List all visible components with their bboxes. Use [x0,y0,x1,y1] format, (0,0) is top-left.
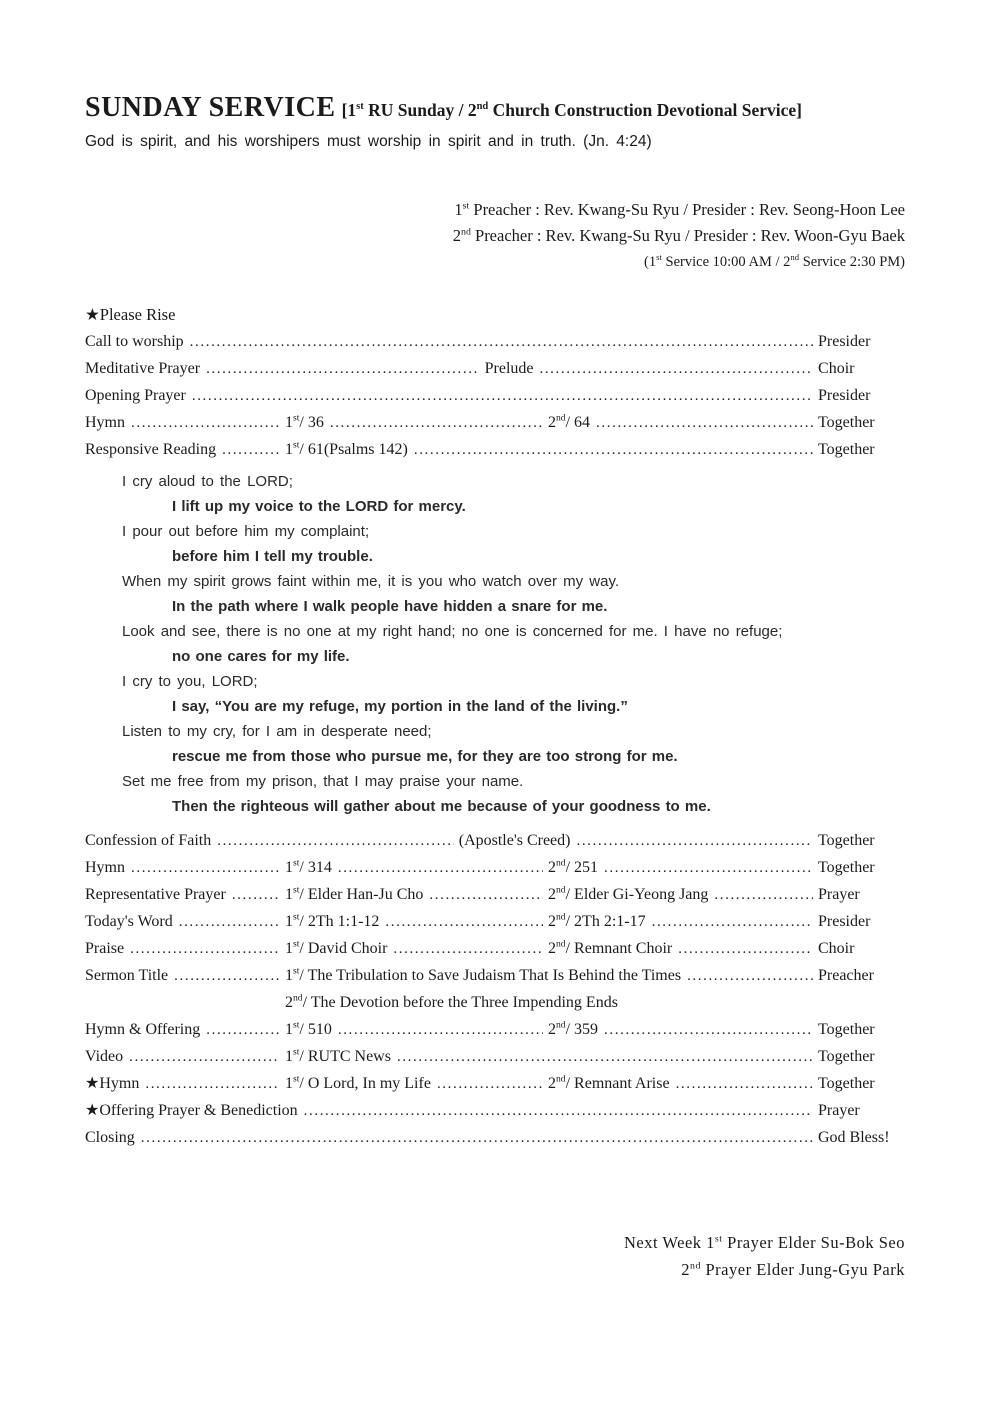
order-text: 2nd/ 64 [548,412,591,431]
order-text: Confession of Faith [85,832,212,849]
dot-leader [397,1043,813,1071]
dot-leader [190,328,813,356]
order-cell [85,409,285,437]
order-right-label [818,854,905,881]
order-right-label [818,1070,905,1097]
order-row [85,827,905,854]
psalm-call-line: I pour out before him my complaint; [122,523,370,540]
order-text: 1st/ 36 [285,412,324,431]
psalm-call-line: Set me free from my prison, that I may praise your name. [122,773,524,790]
next-week-block [85,1229,905,1283]
dot-leader [330,409,543,437]
order-row [85,1124,905,1151]
dot-leader [206,355,480,383]
order-text: Hymn [85,859,125,876]
order-text: Together [818,832,875,849]
psalm-call-line: I cry aloud to the LORD; [122,473,293,490]
dot-leader [676,1070,813,1098]
order-right-label [818,935,905,962]
psalm-response-line: In the path where I walk people have hidden a snare for me. [172,598,608,615]
order-row [85,1070,905,1097]
order-right-label [818,436,905,463]
order-row [85,1097,905,1124]
order-cell [548,854,818,882]
order-cell [548,1016,818,1044]
order-cell [85,854,285,882]
title-bracket: [1st RU Sunday / 2nd Church Construction Devotional Service] [341,100,802,120]
page-title [85,88,905,127]
order-continuation: 2nd/ The Devotion before the Three Impending Ends [285,992,618,1011]
dot-leader [179,908,280,936]
order-row [85,328,905,355]
psalm-response-line: rescue me from those who pursue me, for they are too strong for me. [172,748,678,765]
order-text: Today's Word [85,913,173,930]
order-text: Together [818,1048,875,1065]
order-text: Prelude [484,360,534,377]
order-row [85,436,905,463]
psalm-response-line: Then the righteous will gather about me because of your goodness to me. [172,798,711,815]
psalm-response-line: no one cares for my life. [172,648,350,665]
order-row [85,881,905,908]
order-row [85,989,905,1016]
order-text: Choir [818,940,855,957]
dot-leader [393,935,543,963]
order-text: Praise [85,940,125,957]
order-text: Call to worship [85,333,184,350]
order-text: Together [818,859,875,876]
order-text: Presider [818,913,871,930]
dot-leader [385,908,543,936]
order-cell [285,962,818,990]
dot-leader [174,962,280,990]
order-text: Sermon Title [85,967,169,984]
order-text: Together [818,1021,875,1038]
bulletin-header [85,88,905,153]
dot-leader [687,962,813,990]
psalm-call-line: Look and see, there is no one at my right hand; no one is concerned for me. I have no refuge; [122,623,783,640]
dot-leader [414,436,813,464]
order-text: Presider [818,387,871,404]
order-row [85,962,905,989]
dot-leader [652,908,813,936]
order-text: 1st/ 510 [285,1019,332,1038]
order-text: ★Hymn [85,1075,140,1092]
psalm-call-line: Listen to my cry, for I am in desperate need; [122,723,432,740]
order-row [85,854,905,881]
order-cell [285,908,548,936]
dot-leader [604,854,813,882]
order-row [85,1016,905,1043]
next-week-line-2: 2nd Prayer Elder Jung-Gyu Park [681,1260,905,1279]
order-cell [85,1043,285,1071]
dot-leader [338,854,543,882]
dot-leader [232,881,280,909]
order-text: 1st/ 61(Psalms 142) [285,439,408,458]
next-week-line-1: Next Week 1st Prayer Elder Su-Bok Seo [623,1233,905,1252]
order-text: 2nd/ 2Th 2:1-17 [548,911,646,930]
order-text: 2nd/ 359 [548,1019,599,1038]
dot-leader [130,935,280,963]
order-cell [85,382,818,410]
order-text: Prayer [818,1102,860,1119]
order-text: Together [818,441,875,458]
order-row [85,935,905,962]
order-right-label [818,382,905,409]
order-row [85,409,905,436]
order-text: (Apostle's Creed) [458,832,571,849]
order-text: Meditative Prayer [85,360,201,377]
order-cell [285,854,548,882]
order-text: 2nd/ Remnant Choir [548,938,673,957]
order-cell [85,1097,818,1125]
title-main: SUNDAY SERVICE [85,92,336,123]
order-text: Presider [818,333,871,350]
order-text: 1st/ The Tribulation to Save Judaism That Is Behind the Times [285,965,682,984]
order-cell [285,1043,818,1071]
dot-leader [131,854,280,882]
order-right-label [818,1016,905,1043]
dot-leader [304,1097,813,1125]
order-right-label [818,355,905,382]
dot-leader [678,935,813,963]
dot-leader [539,355,813,383]
order-text: Preacher [818,967,874,984]
order-cell [548,908,818,936]
order-text: 1st/ David Choir [285,938,388,957]
order-cell [285,881,548,909]
order-text: 1st/ RUTC News [285,1046,391,1065]
order-text: Prayer [818,886,860,903]
order-cell [285,1070,548,1098]
order-text: Together [818,414,875,431]
order-cell [285,409,548,437]
order-text: Hymn & Offering [85,1021,201,1038]
order-right-label [818,908,905,935]
order-right-label [818,881,905,908]
order-text: 2nd/ Remnant Arise [548,1073,670,1092]
dot-leader [141,1124,813,1152]
order-text: Closing [85,1129,135,1146]
order-text: 2nd/ 251 [548,857,599,876]
order-right-label [818,328,905,355]
preacher-line-1: 1st Preacher : Rev. Kwang-Su Ryu / Presider : Rev. Seong-Hoon Lee [454,200,905,219]
preacher-line-2: 2nd Preacher : Rev. Kwang-Su Ryu / Presider : Rev. Woon-Gyu Baek [452,226,905,245]
order-row [85,382,905,409]
scripture-verse: God is spirit, and his worshipers must worship in spirit and in truth. (Jn. 4:24) [85,133,652,150]
dot-leader [217,827,454,855]
order-row [85,1043,905,1070]
psalm-response-line: before him I tell my trouble. [172,548,373,565]
order-right-label [818,1124,905,1151]
psalm-call-line: I cry to you, LORD; [122,673,258,690]
order-cell [85,1124,818,1152]
order-row [85,908,905,935]
order-cell [285,935,548,963]
order-text: 1st/ 2Th 1:1-12 [285,911,380,930]
order-cell [548,881,818,909]
order-text: Choir [818,360,855,377]
dot-leader [206,1016,280,1044]
dot-leader [437,1070,543,1098]
order-cell [85,908,285,936]
order-cell [85,881,285,909]
order-cell [85,436,285,464]
dot-leader [145,1070,280,1098]
dot-leader [576,827,813,855]
dot-leader [429,881,543,909]
order-row [85,355,905,382]
order-heading: ★Please Rise [85,305,176,324]
order-cell [85,1016,285,1044]
order-row [85,301,905,328]
order-cell [285,436,818,464]
dot-leader [131,409,280,437]
dot-leader [596,409,813,437]
order-cell [85,1070,285,1098]
order-text: Together [818,1075,875,1092]
order-right-label [818,827,905,854]
order-right-label [818,962,905,989]
order-text: Representative Prayer [85,886,226,903]
order-text: Hymn [85,414,125,431]
order-text: 1st/ 314 [285,857,332,876]
dot-leader [192,382,813,410]
service-order-bottom [85,827,905,1151]
service-order-top [85,301,905,463]
dot-leader [129,1043,280,1071]
dot-leader [338,1016,543,1044]
order-cell [85,935,285,963]
dot-leader [222,436,280,464]
psalm-response-line: I lift up my voice to the LORD for mercy. [172,498,466,515]
order-text: 1st/ O Lord, In my Life [285,1073,431,1092]
order-cell [548,409,818,437]
order-right-label [818,409,905,436]
order-text: Opening Prayer [85,387,186,404]
order-text: Responsive Reading [85,441,217,458]
psalm-call-line: When my spirit grows faint within me, it is you who watch over my way. [122,573,620,590]
order-cell [548,935,818,963]
order-text: Video [85,1048,124,1065]
preacher-block [85,197,905,275]
order-text: 1st/ Elder Han-Ju Cho [285,884,424,903]
order-right-label [818,1097,905,1124]
order-text: ★Offering Prayer & Benediction [85,1102,298,1119]
responsive-reading-text [85,469,905,819]
dot-leader [604,1016,813,1044]
psalm-response-line: I say, “You are my refuge, my portion in the land of the living.” [172,698,628,715]
order-text: 2nd/ Elder Gi-Yeong Jang [548,884,709,903]
order-cell [285,1016,548,1044]
order-text: God Bless! [818,1129,890,1146]
order-cell [85,962,285,990]
dot-leader [714,881,813,909]
order-cell [548,1070,818,1098]
order-right-label [818,1043,905,1070]
service-times: (1st Service 10:00 AM / 2nd Service 2:30 PM) [644,252,905,270]
order-cell [85,328,818,356]
